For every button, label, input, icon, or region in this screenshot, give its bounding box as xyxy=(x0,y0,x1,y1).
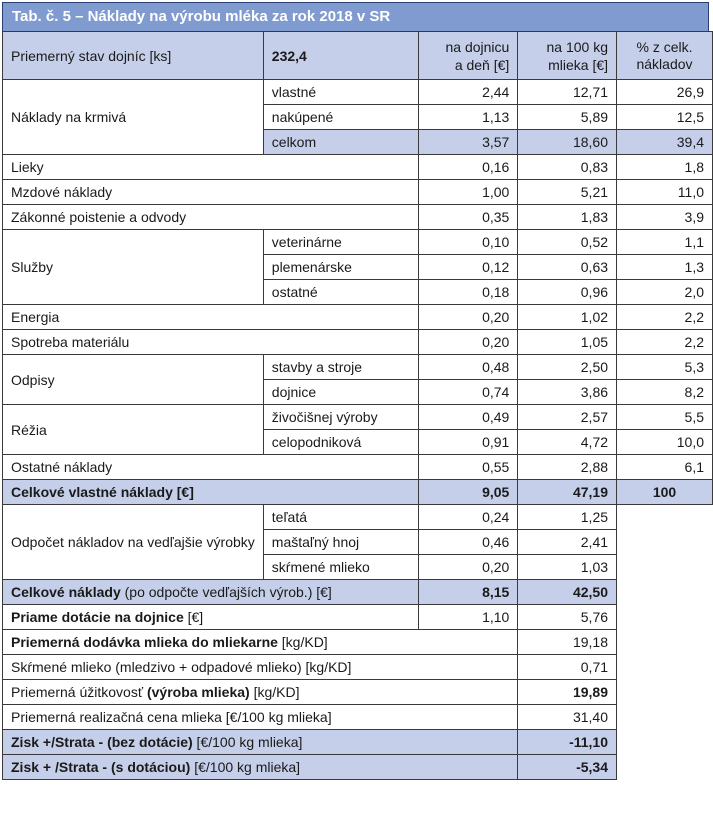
row-label-odpisy: Odpisy xyxy=(3,355,264,405)
cell-per-cow: 0,16 xyxy=(418,155,518,180)
header-value: 232,4 xyxy=(263,32,418,80)
table-row xyxy=(3,455,713,480)
table-row xyxy=(3,605,713,630)
sub-label: živočišnej výroby xyxy=(263,405,418,430)
cell-percent: 2,0 xyxy=(617,280,713,305)
cell-value: 19,18 xyxy=(518,630,617,655)
cell-per-cow: 0,20 xyxy=(418,555,518,580)
sub-label: celkom xyxy=(263,130,418,155)
cell-per-cow: 1,13 xyxy=(418,105,518,130)
table-row xyxy=(3,705,713,730)
row-label: Priame dotácie na dojnice [€] xyxy=(3,605,419,630)
table-row xyxy=(3,405,713,430)
cell-per-cow: 0,49 xyxy=(418,405,518,430)
sub-label: ostatné xyxy=(263,280,418,305)
table-title: Tab. č. 5 – Náklady na výrobu mléka za rok 2018 v SR xyxy=(2,2,709,32)
row-label-odpocet: Odpočet nákladov na vedľajšie výrobky xyxy=(3,505,264,580)
cell-per-cow: 0,20 xyxy=(418,330,518,355)
sub-label: celopodniková xyxy=(263,430,418,455)
cell-per-cow: 0,48 xyxy=(418,355,518,380)
total-costs-row xyxy=(3,580,713,605)
cell-percent: 2,2 xyxy=(617,330,713,355)
table-row xyxy=(3,230,713,255)
cell-value: 31,40 xyxy=(518,705,617,730)
row-label: Priemerná úžitkovosť (výroba mlieka) [kg/KD] xyxy=(3,680,518,705)
sub-label: skŕmené mlieko xyxy=(263,555,418,580)
cell-per-cow: 0,35 xyxy=(418,205,518,230)
cell-per-100kg: 1,25 xyxy=(518,505,617,530)
cell-percent: 1,3 xyxy=(617,255,713,280)
cell-per-cow: 0,24 xyxy=(418,505,518,530)
row-label: Celkové náklady (po odpočte vedľajších výrob.) [€] xyxy=(3,580,419,605)
cell-per-100kg: 4,72 xyxy=(518,430,617,455)
row-label: Ostatné náklady xyxy=(3,455,419,480)
row-label-sluzby: Služby xyxy=(3,230,264,305)
table-row xyxy=(3,180,713,205)
cell-per-100kg: 0,83 xyxy=(518,155,617,180)
cell-per-cow: 0,91 xyxy=(418,430,518,455)
row-label: Lieky xyxy=(3,155,419,180)
cell-per-cow: 0,74 xyxy=(418,380,518,405)
table-row xyxy=(3,80,713,105)
cell-per-100kg: 42,50 xyxy=(518,580,617,605)
cell-per-100kg: 0,63 xyxy=(518,255,617,280)
cell-per-cow: 0,46 xyxy=(418,530,518,555)
cell-percent: 12,5 xyxy=(617,105,713,130)
cell-value: -5,34 xyxy=(518,755,617,780)
header-label: Priemerný stav dojníc [ks] xyxy=(3,32,264,80)
row-label: Zisk +/Strata - (bez dotácie) [€/100 kg mlieka] xyxy=(3,730,518,755)
sub-label: teľatá xyxy=(263,505,418,530)
cell-percent: 6,1 xyxy=(617,455,713,480)
cell-per-100kg: 2,50 xyxy=(518,355,617,380)
cell-per-100kg: 0,96 xyxy=(518,280,617,305)
row-label: Mzdové náklady xyxy=(3,180,419,205)
cell-per-cow: 3,57 xyxy=(418,130,518,155)
cell-percent: 10,0 xyxy=(617,430,713,455)
sub-label: stavby a stroje xyxy=(263,355,418,380)
cell-per-cow: 0,20 xyxy=(418,305,518,330)
cell-per-100kg: 5,76 xyxy=(518,605,617,630)
cell-per-cow: 2,44 xyxy=(418,80,518,105)
cell-per-100kg: 5,21 xyxy=(518,180,617,205)
row-label: Celkové vlastné náklady [€] xyxy=(3,480,419,505)
cell-value: -11,10 xyxy=(518,730,617,755)
table-row xyxy=(3,655,713,680)
cell-per-100kg: 1,03 xyxy=(518,555,617,580)
row-label: Zisk + /Strata - (s dotáciou) [€/100 kg mlieka] xyxy=(3,755,518,780)
row-label: Energia xyxy=(3,305,419,330)
sub-label: maštaľný hnoj xyxy=(263,530,418,555)
cell-percent: 1,1 xyxy=(617,230,713,255)
sub-label: vlastné xyxy=(263,80,418,105)
cell-percent: 3,9 xyxy=(617,205,713,230)
row-label: Priemerná realizačná cena mlieka [€/100 kg mlieka] xyxy=(3,705,518,730)
sub-label: plemenárske xyxy=(263,255,418,280)
cell-per-100kg: 12,71 xyxy=(518,80,617,105)
table-row xyxy=(3,630,713,655)
table-row xyxy=(3,355,713,380)
cell-per-100kg: 3,86 xyxy=(518,380,617,405)
row-label-krmiva: Náklady na krmivá xyxy=(3,80,264,155)
row-label: Zákonné poistenie a odvody xyxy=(3,205,419,230)
cell-per-100kg: 0,52 xyxy=(518,230,617,255)
cell-percent: 5,3 xyxy=(617,355,713,380)
cell-per-100kg: 2,57 xyxy=(518,405,617,430)
cell-per-cow: 9,05 xyxy=(418,480,518,505)
cell-per-100kg: 2,88 xyxy=(518,455,617,480)
cell-per-cow: 0,18 xyxy=(418,280,518,305)
cell-value: 0,71 xyxy=(518,655,617,680)
cell-percent: 26,9 xyxy=(617,80,713,105)
cell-percent: 39,4 xyxy=(617,130,713,155)
cell-per-cow: 1,10 xyxy=(418,605,518,630)
header-col-per-cow: na dojnicu a deň [€] xyxy=(418,32,518,80)
header-col-percent: % z celk. nákladov xyxy=(617,32,713,80)
cell-per-100kg: 5,89 xyxy=(518,105,617,130)
cell-percent: 100 xyxy=(617,480,713,505)
cell-value: 19,89 xyxy=(518,680,617,705)
sub-label: veterinárne xyxy=(263,230,418,255)
cell-per-cow: 0,55 xyxy=(418,455,518,480)
cell-percent: 1,8 xyxy=(617,155,713,180)
sub-label: nakúpené xyxy=(263,105,418,130)
cell-percent: 8,2 xyxy=(617,380,713,405)
sub-label: dojnice xyxy=(263,380,418,405)
header-row xyxy=(3,32,713,80)
row-label-rezia: Réžia xyxy=(3,405,264,455)
cell-per-100kg: 1,02 xyxy=(518,305,617,330)
cell-per-100kg: 1,83 xyxy=(518,205,617,230)
table-row xyxy=(3,330,713,355)
table-row xyxy=(3,505,713,530)
profit-with-subsidy-row xyxy=(3,755,713,780)
table-row xyxy=(3,155,713,180)
cell-per-cow: 1,00 xyxy=(418,180,518,205)
cell-percent: 11,0 xyxy=(617,180,713,205)
cell-per-100kg: 18,60 xyxy=(518,130,617,155)
cost-table xyxy=(2,31,713,780)
header-col-per-100kg: na 100 kg mlieka [€] xyxy=(518,32,617,80)
cell-percent: 5,5 xyxy=(617,405,713,430)
row-label: Spotreba materiálu xyxy=(3,330,419,355)
cell-per-cow: 8,15 xyxy=(418,580,518,605)
cell-per-cow: 0,12 xyxy=(418,255,518,280)
profit-without-subsidy-row xyxy=(3,730,713,755)
table-row xyxy=(3,205,713,230)
cell-per-100kg: 1,05 xyxy=(518,330,617,355)
total-own-costs-row xyxy=(3,480,713,505)
cell-per-100kg: 47,19 xyxy=(518,480,617,505)
row-label: Priemerná dodávka mlieka do mliekarne [kg/KD] xyxy=(3,630,518,655)
table-row xyxy=(3,305,713,330)
cell-per-100kg: 2,41 xyxy=(518,530,617,555)
cell-per-cow: 0,10 xyxy=(418,230,518,255)
table-row xyxy=(3,680,713,705)
row-label: Skŕmené mlieko (mledzivo + odpadové mlieko) [kg/KD] xyxy=(3,655,518,680)
cell-percent: 2,2 xyxy=(617,305,713,330)
